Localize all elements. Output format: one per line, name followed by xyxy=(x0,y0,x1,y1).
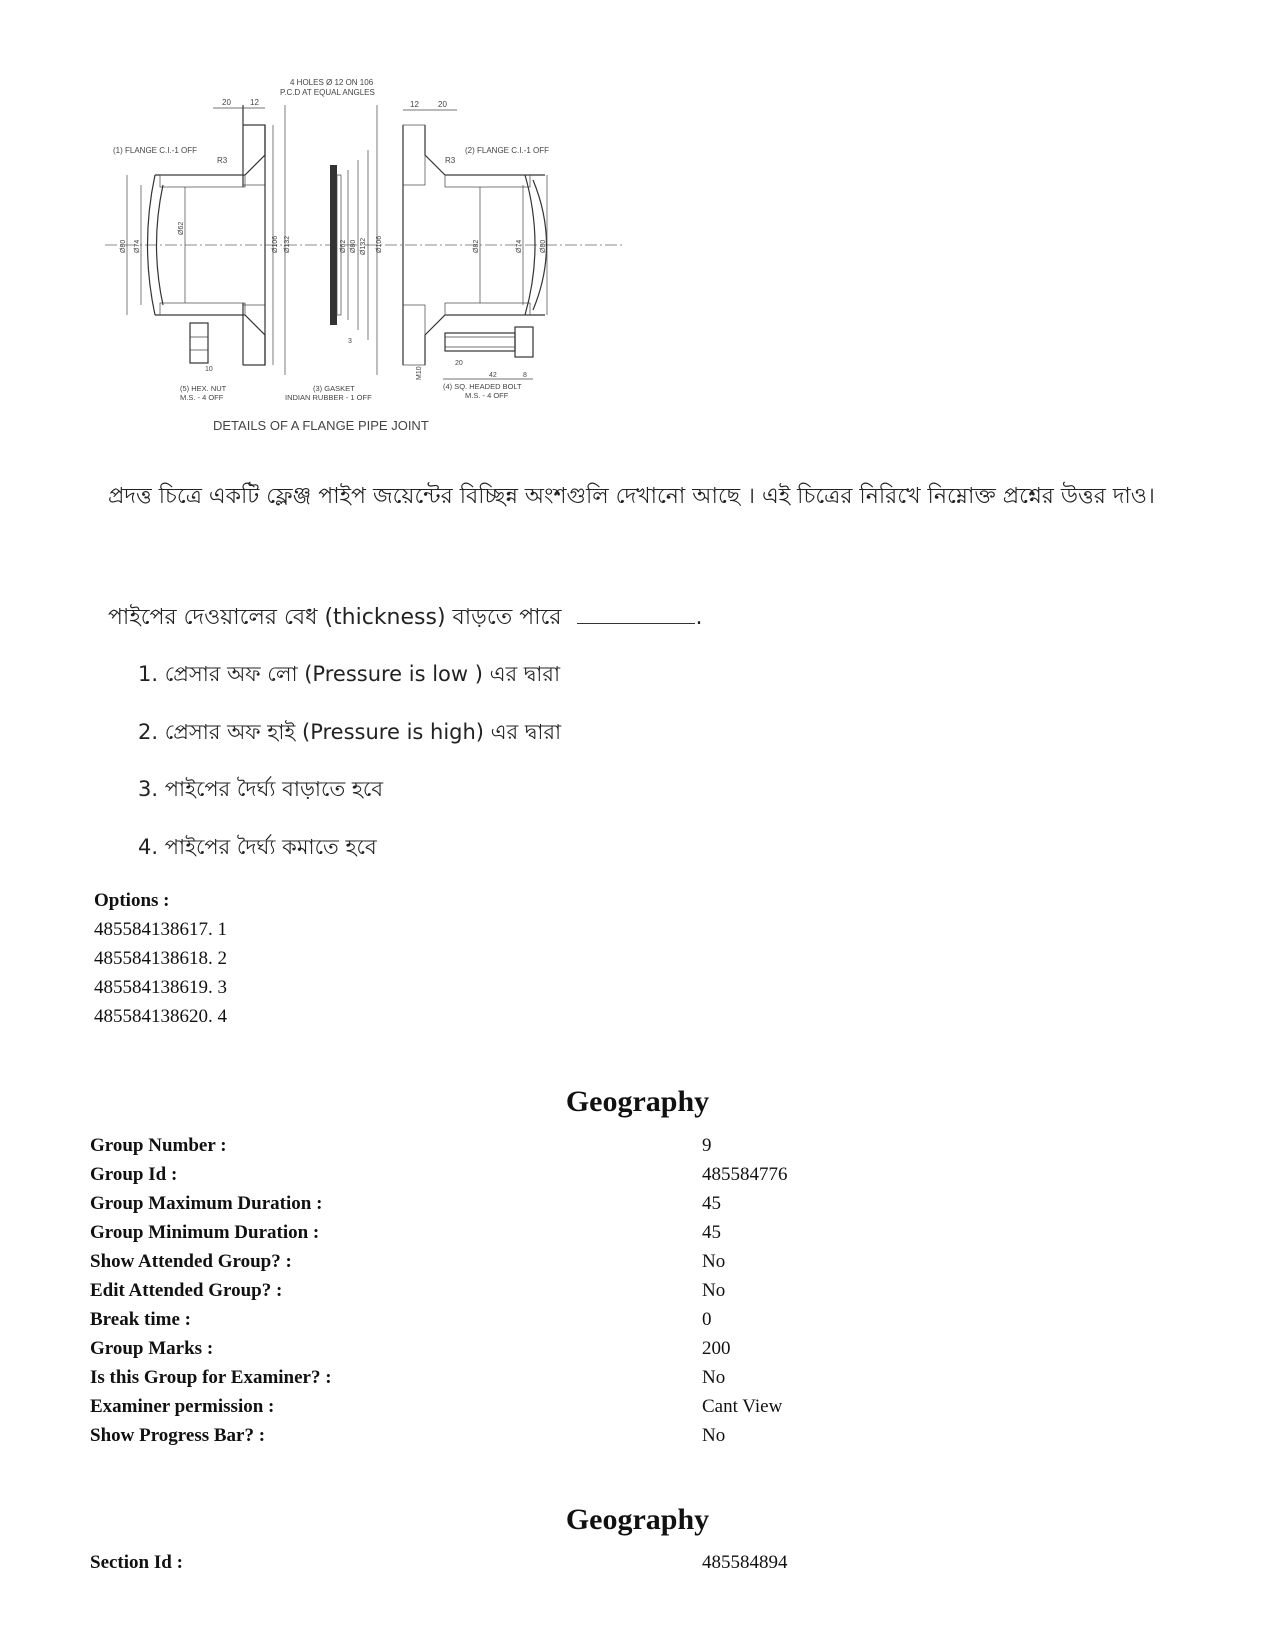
option-3: 485584138619. 3 xyxy=(94,977,227,998)
group-row-value: 200 xyxy=(702,1338,731,1359)
drawing-caption: DETAILS OF A FLANGE PIPE JOINT xyxy=(213,418,429,433)
flange-pipe-joint-drawing xyxy=(105,75,625,455)
group-row-label: Group Id : xyxy=(90,1164,178,1185)
d80-gasket: Ø80 xyxy=(350,239,357,253)
d82-right: Ø82 xyxy=(473,239,480,253)
options-heading: Options : xyxy=(94,890,170,911)
dim-42: 42 xyxy=(489,372,497,379)
m10-label: M10 xyxy=(416,366,423,380)
group-row-label: Group Marks : xyxy=(90,1338,214,1359)
dim-20-right: 20 xyxy=(438,100,447,109)
group-row-value: Cant View xyxy=(702,1396,783,1417)
option-1: 485584138617. 1 xyxy=(94,919,227,940)
group-row-label: Show Progress Bar? : xyxy=(90,1425,266,1446)
group-row-value: No xyxy=(702,1367,726,1388)
label-bolt-2: M.S. - 4 OFF xyxy=(465,391,509,400)
question-stem xyxy=(108,600,702,637)
answer-blank xyxy=(577,605,695,624)
d132-left: Ø132 xyxy=(284,235,291,253)
group-title: Geography xyxy=(565,1085,710,1118)
group-row-value: 45 xyxy=(702,1193,721,1214)
dim-12-right: 12 xyxy=(410,100,419,109)
group-row-value: 45 xyxy=(702,1222,721,1243)
group-row-label: Is this Group for Examiner? : xyxy=(90,1367,332,1388)
section-row-label: Section Id : xyxy=(90,1552,183,1573)
d74-left: Ø74 xyxy=(134,239,141,253)
group-row-value: 0 xyxy=(702,1309,712,1330)
group-row-label: Edit Attended Group? : xyxy=(90,1280,283,1301)
label-gasket-1: (3) GASKET xyxy=(313,384,355,393)
dim-8: 8 xyxy=(523,372,527,379)
d132-gasket: Ø132 xyxy=(360,237,367,255)
r3-left: R3 xyxy=(217,156,228,165)
label-gasket-2: INDIAN RUBBER - 1 OFF xyxy=(285,393,372,402)
choice-3: 3. পাইপের দৈর্ঘ্য বাড়াতে হবে xyxy=(138,777,384,801)
d80-left: Ø80 xyxy=(120,239,127,253)
d106-right: Ø106 xyxy=(376,235,383,253)
choice-1: 1. প্রেসার অফ লো (Pressure is low ) এর দ্বারা xyxy=(138,662,561,686)
dim-10: 10 xyxy=(205,366,213,373)
group-row-value: No xyxy=(702,1251,726,1272)
group-row-label: Group Number : xyxy=(90,1135,227,1156)
r3-right: R3 xyxy=(445,156,456,165)
group-row-value: No xyxy=(702,1425,726,1446)
choice-4: 4. পাইপের দৈর্ঘ্য কমাতে হবে xyxy=(138,835,377,859)
section-title: Geography xyxy=(565,1503,710,1536)
option-4: 485584138620. 4 xyxy=(94,1006,227,1027)
dim-12-left: 12 xyxy=(250,98,259,107)
label-flange-2: (2) FLANGE C.I.-1 OFF xyxy=(465,146,550,155)
d106-left: Ø106 xyxy=(272,235,279,253)
label-hex-nut-2: M.S. - 4 OFF xyxy=(180,393,224,402)
drawing-svg xyxy=(105,75,625,455)
choice-2: 2. প্রেসার অফ হাই (Pressure is high) এর দ্বারা xyxy=(138,720,562,744)
label-hex-nut-1: (5) HEX. NUT xyxy=(180,384,227,393)
d74-right: Ø74 xyxy=(516,239,523,253)
group-row-label: Show Attended Group? : xyxy=(90,1251,292,1272)
d62-gasket: Ø62 xyxy=(340,239,347,253)
top-note-2: P.C.D AT EQUAL ANGLES xyxy=(280,88,375,97)
group-row-value: 9 xyxy=(702,1135,712,1156)
group-row-label: Group Maximum Duration : xyxy=(90,1193,323,1214)
dim-3: 3 xyxy=(348,338,352,345)
question-intro: প্রদত্ত চিত্রে একটি ফ্লেঞ্জ পাইপ জয়েন্টের বিচ্ছিন্ন অংশগুলি দেখানো আছে । এই চিত্রের নিরিখে নিম্নোক্ত প্রশ্নের উত্তর দাও। xyxy=(108,484,1155,509)
group-row-label: Break time : xyxy=(90,1309,191,1330)
d62-left: Ø62 xyxy=(178,221,185,235)
group-row-value: No xyxy=(702,1280,726,1301)
option-2: 485584138618. 2 xyxy=(94,948,227,969)
dim-20-left: 20 xyxy=(222,98,231,107)
section-row-value: 485584894 xyxy=(702,1552,788,1573)
dim-20-bolt: 20 xyxy=(455,360,463,367)
label-flange-1: (1) FLANGE C.I.-1 OFF xyxy=(113,146,198,155)
label-bolt-1: (4) SQ. HEADED BOLT xyxy=(443,382,522,391)
group-row-label: Group Minimum Duration : xyxy=(90,1222,320,1243)
group-row-label: Examiner permission : xyxy=(90,1396,275,1417)
group-row-value: 485584776 xyxy=(702,1164,788,1185)
question-text: পাইপের দেওয়ালের বেধ (thickness) বাড়তে পারে xyxy=(108,605,562,630)
top-note-1: 4 HOLES Ø 12 ON 106 xyxy=(290,78,374,87)
d80-right: Ø80 xyxy=(540,239,547,253)
question-end: . xyxy=(695,605,703,630)
